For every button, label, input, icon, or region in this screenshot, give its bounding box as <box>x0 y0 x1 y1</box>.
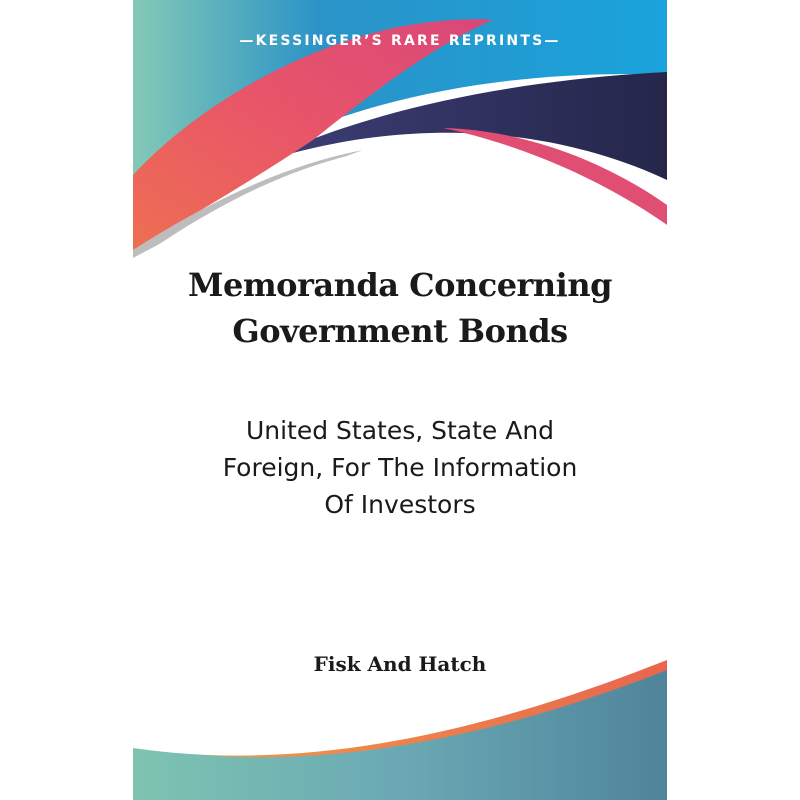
subtitle-line: Of Investors <box>324 490 476 519</box>
book-title <box>133 262 667 354</box>
book-cover <box>133 0 667 800</box>
subtitle-line: Foreign, For The Information <box>222 453 578 482</box>
cover-artwork <box>133 0 667 800</box>
publisher-banner: —KESSINGER’S RARE REPRINTS— <box>239 33 561 49</box>
book-author: Fisk And Hatch <box>313 652 487 676</box>
book-subtitle <box>133 412 667 523</box>
title-line: Memoranda Concerning <box>188 266 612 304</box>
subtitle-line: United States, State And <box>245 416 555 445</box>
title-line: Government Bonds <box>232 312 568 350</box>
